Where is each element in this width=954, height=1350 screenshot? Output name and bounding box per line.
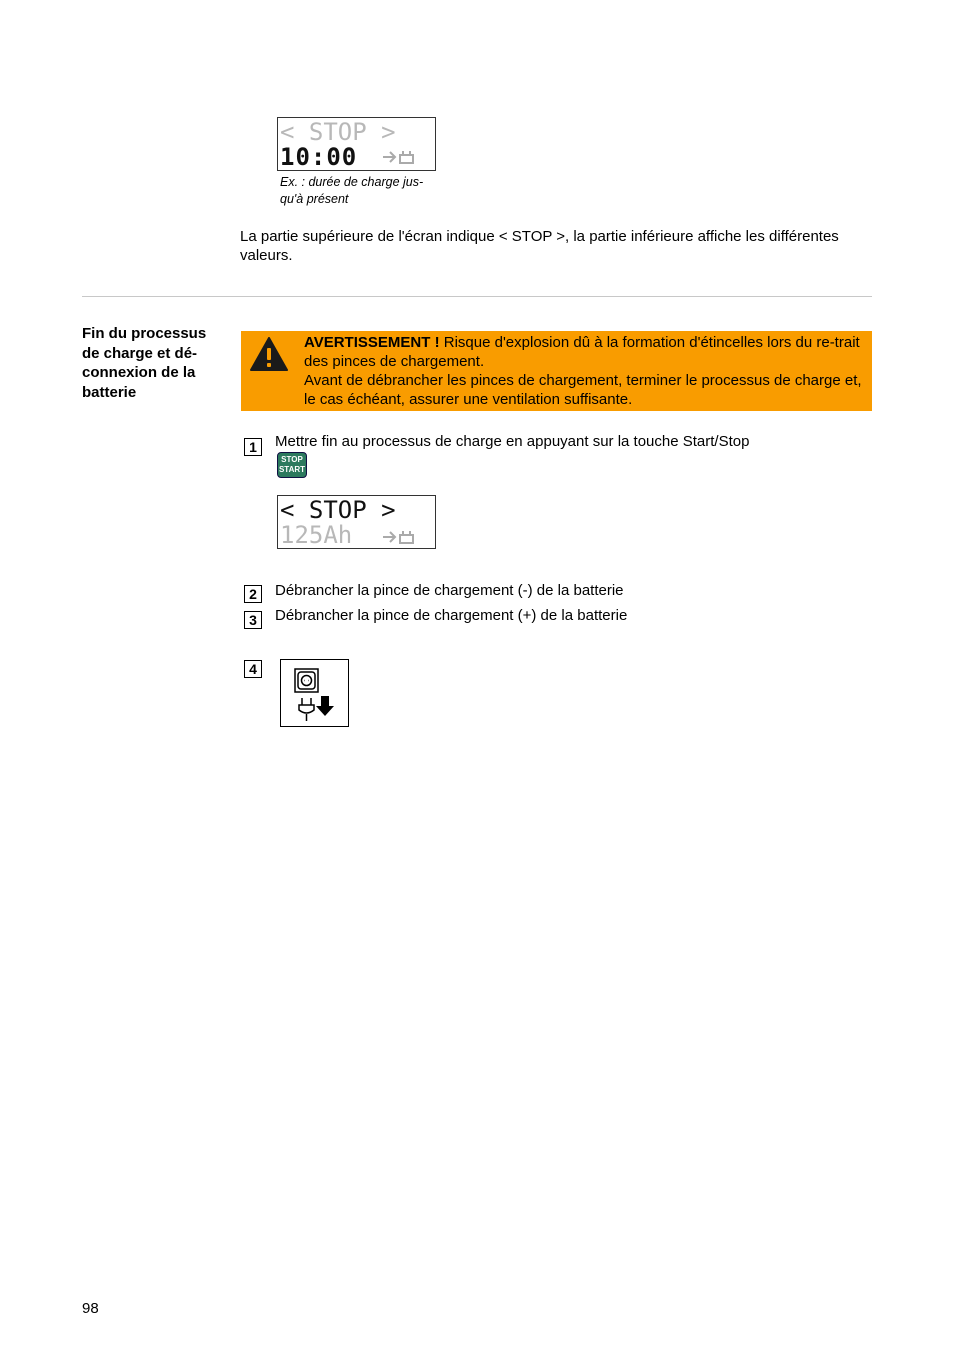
- start-stop-key-top: STOP: [281, 455, 303, 464]
- step-number-1: 1: [244, 438, 262, 456]
- start-stop-key-bottom: START: [278, 465, 306, 474]
- warning-text-1: Risque d'explosion dû à la formation d'étincelles lors du re-trait des pinces de chargement.: [304, 334, 860, 370]
- warning-triangle-icon: [250, 337, 288, 371]
- warning-text-2: Avant de débrancher les pinces de chargement, terminer le processus de charge et, le cas échéant, assurer une ventilation suffisante.: [304, 372, 862, 408]
- warning-box: [241, 331, 872, 411]
- step-number-3: 3: [244, 611, 262, 629]
- warning-label: AVERTISSEMENT !: [304, 334, 440, 351]
- lcd-display-duration: [277, 117, 436, 171]
- step-text-2: Débrancher la pince de chargement (-) de la batterie: [275, 582, 624, 599]
- lcd-display-capacity: [277, 495, 436, 549]
- unplug-mains-icon: [280, 659, 349, 727]
- intro-paragraph: La partie supérieure de l'écran indique < STOP >, la partie inférieure affiche les différentes valeurs.: [240, 228, 839, 264]
- warning-text: [304, 333, 870, 409]
- section-divider: [82, 296, 872, 297]
- lcd-line-top: < STOP >: [280, 496, 396, 524]
- lcd-line-bottom: 10:00: [280, 143, 358, 171]
- step-text-3: Débrancher la pince de chargement (+) de la batterie: [275, 607, 628, 624]
- charge-battery-icon: [382, 529, 416, 545]
- step-number-4: 4: [244, 660, 262, 678]
- charge-battery-icon: [382, 149, 416, 165]
- step-text-1: Mettre fin au processus de charge en appuyant sur la touche Start/Stop: [275, 433, 750, 450]
- section-heading: Fin du processus de charge et dé-connexion de la batterie: [82, 325, 207, 401]
- display-caption: Ex. : durée de charge jus-qu'à présent: [280, 175, 424, 206]
- step-number-2: 2: [244, 585, 262, 603]
- start-stop-key-icon: [277, 452, 307, 478]
- page-number: 98: [82, 1300, 99, 1317]
- lcd-line-top: < STOP >: [280, 118, 396, 146]
- lcd-line-bottom: 125Ah: [280, 521, 353, 549]
